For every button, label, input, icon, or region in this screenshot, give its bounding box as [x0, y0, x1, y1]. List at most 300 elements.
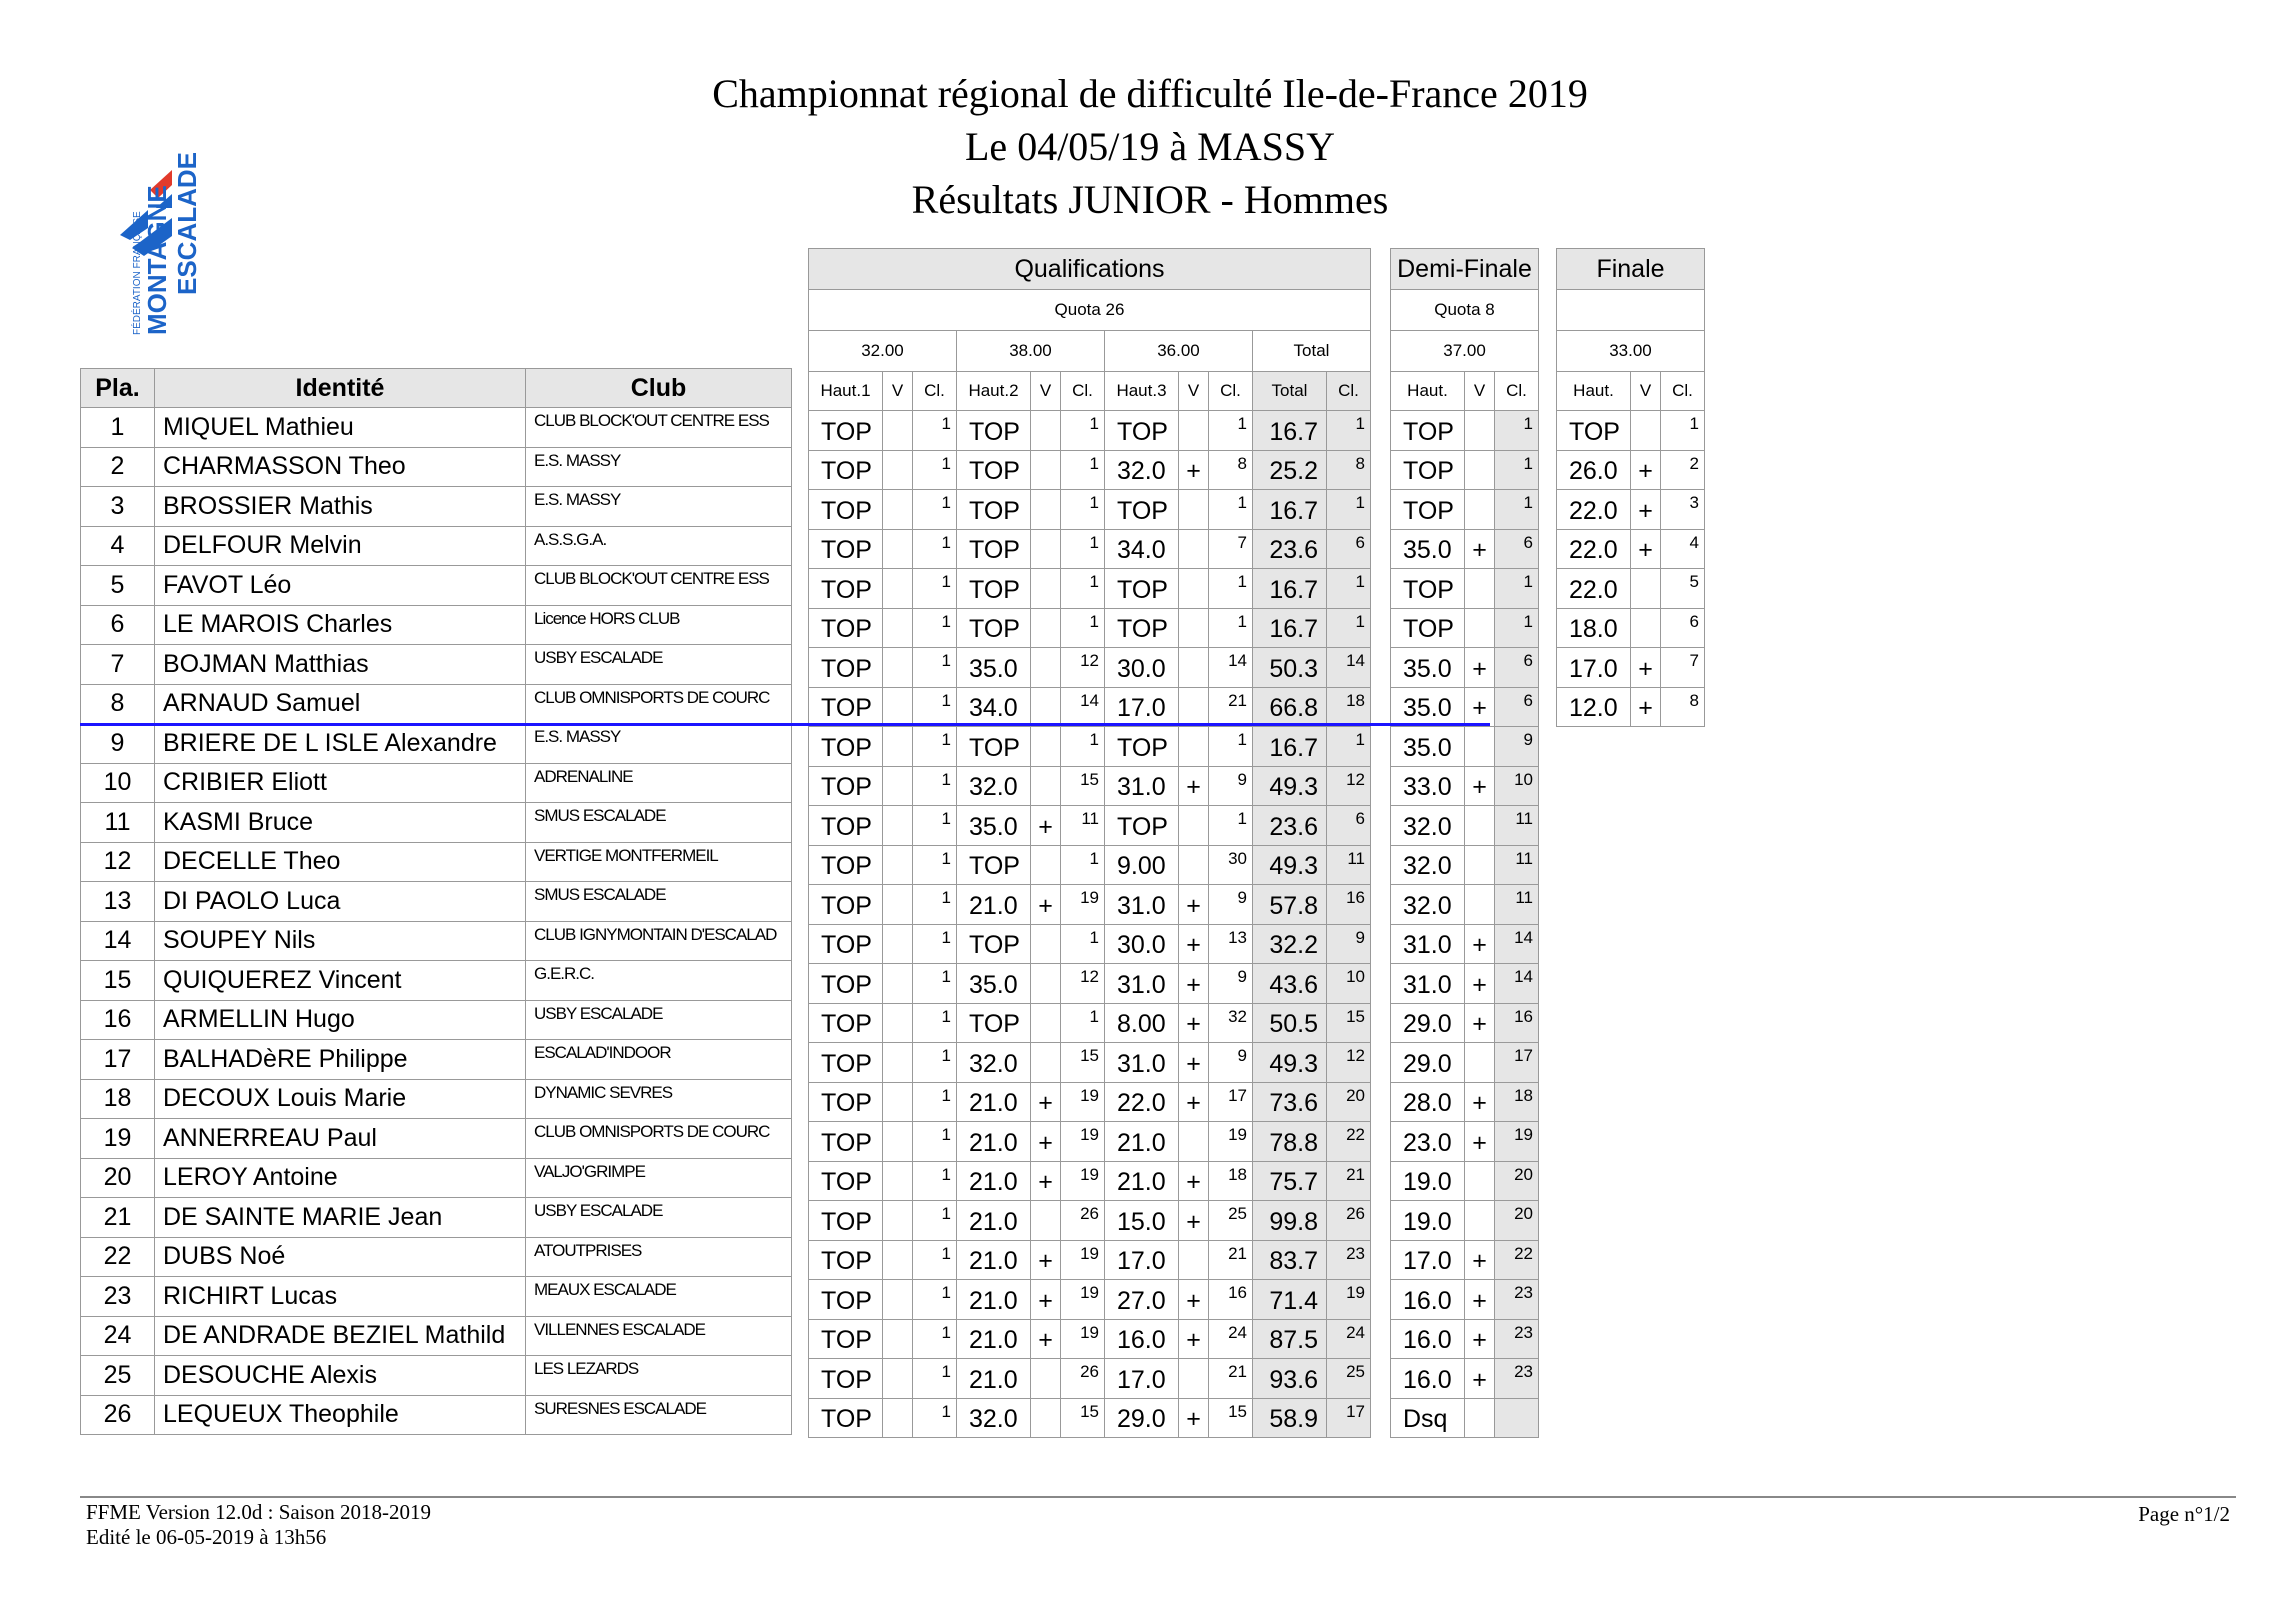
rank-3: 15: [1209, 1398, 1253, 1438]
semi-rank: 20: [1495, 1201, 1539, 1241]
rank-2: 19: [1061, 1161, 1105, 1201]
valid-1: [883, 1003, 913, 1043]
club-name: VILLENNES ESCALADE: [526, 1316, 792, 1356]
final-valid: +: [1631, 529, 1661, 569]
semi-rank: 1: [1495, 569, 1539, 609]
rank-3: 1: [1209, 608, 1253, 648]
rank-1: 1: [913, 727, 957, 767]
height-3: TOP: [1105, 727, 1179, 767]
semi-row: [1391, 529, 1539, 569]
semi-height: TOP: [1391, 569, 1465, 609]
valid-3: +: [1179, 924, 1209, 964]
height-1: TOP: [809, 1359, 883, 1399]
semi-row: [1391, 1240, 1539, 1280]
valid-2: [1031, 845, 1061, 885]
height-3: 34.0: [1105, 529, 1179, 569]
final-height: 22.0: [1557, 569, 1631, 609]
semi-rank: 20: [1495, 1161, 1539, 1201]
valid-1: [883, 885, 913, 925]
rank-1: 1: [913, 490, 957, 530]
qual-total: 66.8: [1253, 687, 1327, 727]
rank-2: 1: [1061, 608, 1105, 648]
height-3: TOP: [1105, 608, 1179, 648]
semi-height: 35.0: [1391, 648, 1465, 688]
qual-total: 71.4: [1253, 1280, 1327, 1320]
club-name: LES LEZARDS: [526, 1356, 792, 1396]
rank-3: 1: [1209, 411, 1253, 451]
place-cell: 20: [81, 1158, 155, 1198]
rank-2: 19: [1061, 1319, 1105, 1359]
rank-3: 32: [1209, 1003, 1253, 1043]
height-2: 21.0: [957, 1240, 1031, 1280]
semi-valid: +: [1465, 1122, 1495, 1162]
valid-3: [1179, 1122, 1209, 1162]
rank-3: 9: [1209, 964, 1253, 1004]
rank-2: 19: [1061, 885, 1105, 925]
table-row: [81, 842, 792, 882]
rank-1: 1: [913, 529, 957, 569]
height-2: TOP: [957, 490, 1031, 530]
qual-total: 16.7: [1253, 727, 1327, 767]
semi-height: 32.0: [1391, 845, 1465, 885]
rank-1: 1: [913, 1280, 957, 1320]
qual-row: [809, 885, 1371, 925]
qual-total: 16.7: [1253, 411, 1327, 451]
athlete-name: DECELLE Theo: [155, 842, 526, 882]
club-name: MEAUX ESCALADE: [526, 1277, 792, 1317]
place-cell: 21: [81, 1198, 155, 1238]
qual-rank: 16: [1327, 885, 1371, 925]
height-2: 21.0: [957, 1122, 1031, 1162]
valid-2: +: [1031, 1161, 1061, 1201]
rank-2: 1: [1061, 845, 1105, 885]
semi-row: [1391, 490, 1539, 530]
athlete-name: ARMELLIN Hugo: [155, 1000, 526, 1040]
semi-valid: +: [1465, 648, 1495, 688]
semi-row: [1391, 1003, 1539, 1043]
rank-3: 21: [1209, 1359, 1253, 1399]
semi-valid: [1465, 450, 1495, 490]
height-2: TOP: [957, 845, 1031, 885]
valid-3: +: [1179, 1003, 1209, 1043]
table-row: [81, 684, 792, 724]
rank-2: 1: [1061, 490, 1105, 530]
final-route-points: 33.00: [1557, 331, 1705, 372]
height-2: 35.0: [957, 648, 1031, 688]
qual-col-header: V: [883, 372, 913, 411]
valid-3: [1179, 529, 1209, 569]
valid-1: [883, 608, 913, 648]
title-line-3: Résultats JUNIOR - Hommes: [911, 177, 1389, 222]
qualifications-table: [808, 248, 1371, 1438]
height-3: 21.0: [1105, 1161, 1179, 1201]
qual-total: 23.6: [1253, 806, 1327, 846]
rank-3: 17: [1209, 1082, 1253, 1122]
athlete-name: RICHIRT Lucas: [155, 1277, 526, 1317]
table-row: [81, 1000, 792, 1040]
athlete-name: DELFOUR Melvin: [155, 526, 526, 566]
rank-1: 1: [913, 766, 957, 806]
semi-valid: [1465, 608, 1495, 648]
qual-rank: 8: [1327, 450, 1371, 490]
final-rank: 5: [1661, 569, 1705, 609]
valid-3: +: [1179, 964, 1209, 1004]
club-name: ESCALAD'INDOOR: [526, 1040, 792, 1080]
table-row: [81, 803, 792, 843]
semi-height: 28.0: [1391, 1082, 1465, 1122]
height-2: TOP: [957, 727, 1031, 767]
final-quota-blank: [1557, 290, 1705, 331]
table-row: [81, 1277, 792, 1317]
table-row: [81, 645, 792, 685]
semi-valid: [1465, 727, 1495, 767]
club-name: USBY ESCALADE: [526, 1000, 792, 1040]
height-1: TOP: [809, 648, 883, 688]
semi-height: 32.0: [1391, 806, 1465, 846]
left-results-table: [80, 368, 792, 1435]
footer-version: FFME Version 12.0d : Saison 2018-2019: [86, 1500, 431, 1524]
athlete-name: DECOUX Louis Marie: [155, 1079, 526, 1119]
place-cell: 17: [81, 1040, 155, 1080]
valid-1: [883, 1319, 913, 1359]
table-row: [81, 1158, 792, 1198]
club-name: CLUB BLOCK'OUT CENTRE ESS: [526, 566, 792, 606]
semi-valid: +: [1465, 1240, 1495, 1280]
qual-rank: 11: [1327, 845, 1371, 885]
height-1: TOP: [809, 608, 883, 648]
qual-col-header: V: [1179, 372, 1209, 411]
club-name: G.E.R.C.: [526, 961, 792, 1001]
place-cell: 19: [81, 1119, 155, 1159]
valid-1: [883, 569, 913, 609]
semi-row: [1391, 1122, 1539, 1162]
rank-2: 26: [1061, 1201, 1105, 1241]
rank-3: 24: [1209, 1319, 1253, 1359]
rank-2: 26: [1061, 1359, 1105, 1399]
valid-1: [883, 1122, 913, 1162]
rank-1: 1: [913, 1319, 957, 1359]
qual-total: 73.6: [1253, 1082, 1327, 1122]
athlete-name: DE ANDRADE BEZIEL Mathild: [155, 1316, 526, 1356]
rank-2: 15: [1061, 1398, 1105, 1438]
club-name: SMUS ESCALADE: [526, 803, 792, 843]
final-row: [1557, 608, 1705, 648]
qual-rank: 1: [1327, 490, 1371, 530]
rank-1: 1: [913, 1043, 957, 1083]
athlete-name: KASMI Bruce: [155, 803, 526, 843]
height-3: 30.0: [1105, 924, 1179, 964]
height-1: TOP: [809, 1161, 883, 1201]
height-1: TOP: [809, 1082, 883, 1122]
rank-2: 19: [1061, 1240, 1105, 1280]
qual-total: 16.7: [1253, 608, 1327, 648]
rank-3: 18: [1209, 1161, 1253, 1201]
height-1: TOP: [809, 885, 883, 925]
club-name: A.S.S.G.A.: [526, 526, 792, 566]
rank-2: 19: [1061, 1122, 1105, 1162]
place-cell: 15: [81, 961, 155, 1001]
place-cell: 8: [81, 684, 155, 724]
final-col-header: Cl.: [1661, 372, 1705, 411]
semi-row: [1391, 687, 1539, 727]
valid-1: [883, 529, 913, 569]
semi-row: [1391, 1201, 1539, 1241]
place-cell: 10: [81, 763, 155, 803]
final-row: [1557, 529, 1705, 569]
final-rank: 1: [1661, 411, 1705, 451]
club-name: SURESNES ESCALADE: [526, 1395, 792, 1435]
semi-height: 35.0: [1391, 687, 1465, 727]
semi-row: [1391, 569, 1539, 609]
qual-row: [809, 687, 1371, 727]
rank-3: 21: [1209, 687, 1253, 727]
qual-col-header: Haut.1: [809, 372, 883, 411]
athlete-name: LEQUEUX Theophile: [155, 1395, 526, 1435]
semi-row: [1391, 1082, 1539, 1122]
semi-row: [1391, 1280, 1539, 1320]
rank-3: 19: [1209, 1122, 1253, 1162]
qual-row: [809, 648, 1371, 688]
qualifications-title: Qualifications: [809, 249, 1371, 290]
semi-valid: +: [1465, 964, 1495, 1004]
final-row: [1557, 450, 1705, 490]
qual-col-header: Cl.: [913, 372, 957, 411]
valid-2: [1031, 608, 1061, 648]
table-row: [81, 566, 792, 606]
height-1: TOP: [809, 490, 883, 530]
semi-rank: 11: [1495, 885, 1539, 925]
semi-height: Dsq: [1391, 1398, 1465, 1438]
semifinal-cutoff-line: [80, 723, 1490, 726]
rank-2: 12: [1061, 964, 1105, 1004]
qual-total: 50.3: [1253, 648, 1327, 688]
final-valid: +: [1631, 490, 1661, 530]
club-name: SMUS ESCALADE: [526, 882, 792, 922]
valid-1: [883, 1359, 913, 1399]
rank-2: 15: [1061, 1043, 1105, 1083]
valid-1: [883, 766, 913, 806]
athlete-name: BALHADèRE Philippe: [155, 1040, 526, 1080]
valid-3: [1179, 411, 1209, 451]
athlete-name: CRIBIER Eliott: [155, 763, 526, 803]
final-rank: 6: [1661, 608, 1705, 648]
valid-2: [1031, 529, 1061, 569]
place-cell: 13: [81, 882, 155, 922]
club-name: CLUB OMNISPORTS DE COURC: [526, 1119, 792, 1159]
semi-row: [1391, 964, 1539, 1004]
col-header-pla: Pla.: [81, 369, 155, 408]
semi-height: 31.0: [1391, 924, 1465, 964]
final-height: 18.0: [1557, 608, 1631, 648]
place-cell: 6: [81, 605, 155, 645]
height-2: 32.0: [957, 1043, 1031, 1083]
qual-row: [809, 1161, 1371, 1201]
semi-valid: +: [1465, 687, 1495, 727]
semi-height: 33.0: [1391, 766, 1465, 806]
semi-rank: 18: [1495, 1082, 1539, 1122]
qual-rank: 14: [1327, 648, 1371, 688]
qual-rank: 25: [1327, 1359, 1371, 1399]
semi-valid: [1465, 490, 1495, 530]
valid-3: [1179, 806, 1209, 846]
col-header-club: Club: [526, 369, 792, 408]
valid-3: +: [1179, 1398, 1209, 1438]
club-name: CLUB OMNISPORTS DE COURC: [526, 684, 792, 724]
valid-2: [1031, 1003, 1061, 1043]
rank-1: 1: [913, 1201, 957, 1241]
club-name: VERTIGE MONTFERMEIL: [526, 842, 792, 882]
rank-2: 1: [1061, 450, 1105, 490]
semi-valid: +: [1465, 1082, 1495, 1122]
semi-row: [1391, 885, 1539, 925]
semi-height: 35.0: [1391, 727, 1465, 767]
semi-rank: 22: [1495, 1240, 1539, 1280]
height-1: TOP: [809, 964, 883, 1004]
semi-row: [1391, 1319, 1539, 1359]
height-2: 21.0: [957, 1359, 1031, 1399]
rank-2: 15: [1061, 766, 1105, 806]
semi-height: TOP: [1391, 490, 1465, 530]
final-row: [1557, 411, 1705, 451]
valid-2: +: [1031, 1240, 1061, 1280]
semi-height: TOP: [1391, 450, 1465, 490]
semifinal-title: Demi-Finale: [1391, 249, 1539, 290]
semi-rank: 11: [1495, 845, 1539, 885]
place-cell: 2: [81, 447, 155, 487]
semi-rank: 16: [1495, 1003, 1539, 1043]
semi-valid: [1465, 569, 1495, 609]
semi-valid: [1465, 1398, 1495, 1438]
height-1: TOP: [809, 806, 883, 846]
table-row: [81, 882, 792, 922]
table-row: [81, 1040, 792, 1080]
table-row: [81, 961, 792, 1001]
semi-height: 16.0: [1391, 1280, 1465, 1320]
qual-col-header: Cl.: [1327, 372, 1371, 411]
rank-2: 1: [1061, 1003, 1105, 1043]
qual-total: 75.7: [1253, 1161, 1327, 1201]
height-2: 32.0: [957, 766, 1031, 806]
valid-3: +: [1179, 1319, 1209, 1359]
club-name: E.S. MASSY: [526, 724, 792, 764]
qual-total: 49.3: [1253, 1043, 1327, 1083]
athlete-name: ARNAUD Samuel: [155, 684, 526, 724]
semi-row: [1391, 450, 1539, 490]
semi-rank: 23: [1495, 1359, 1539, 1399]
place-cell: 26: [81, 1395, 155, 1435]
club-name: ADRENALINE: [526, 763, 792, 803]
qual-row: [809, 1201, 1371, 1241]
club-name: VALJO'GRIMPE: [526, 1158, 792, 1198]
valid-2: [1031, 687, 1061, 727]
qual-row: [809, 1082, 1371, 1122]
qual-row: [809, 1398, 1371, 1438]
table-row: [81, 447, 792, 487]
table-row: [81, 487, 792, 527]
rank-1: 1: [913, 1398, 957, 1438]
rank-1: 1: [913, 1003, 957, 1043]
club-name: CLUB IGNYMONTAIN D'ESCALAD: [526, 921, 792, 961]
final-valid: +: [1631, 450, 1661, 490]
club-name: CLUB BLOCK'OUT CENTRE ESS: [526, 408, 792, 448]
table-row: [81, 1079, 792, 1119]
semi-height: 31.0: [1391, 964, 1465, 1004]
table-row: [81, 605, 792, 645]
height-1: TOP: [809, 411, 883, 451]
valid-2: +: [1031, 1319, 1061, 1359]
height-1: TOP: [809, 924, 883, 964]
height-3: 31.0: [1105, 885, 1179, 925]
semi-valid: +: [1465, 1319, 1495, 1359]
semi-height: 16.0: [1391, 1359, 1465, 1399]
semi-rank: 14: [1495, 964, 1539, 1004]
qual-row: [809, 806, 1371, 846]
table-row: [81, 724, 792, 764]
rank-3: 14: [1209, 648, 1253, 688]
semi-rank: [1495, 1398, 1539, 1438]
place-cell: 7: [81, 645, 155, 685]
qual-row: [809, 1359, 1371, 1399]
final-height: 26.0: [1557, 450, 1631, 490]
table-row: [81, 1316, 792, 1356]
qual-rank: 1: [1327, 727, 1371, 767]
footer-page: Page n°1/2: [2138, 1502, 2230, 1526]
valid-1: [883, 687, 913, 727]
valid-2: [1031, 766, 1061, 806]
semi-rank: 23: [1495, 1319, 1539, 1359]
height-2: TOP: [957, 529, 1031, 569]
height-2: 21.0: [957, 1280, 1031, 1320]
height-3: 16.0: [1105, 1319, 1179, 1359]
rank-1: 1: [913, 1359, 957, 1399]
qual-col-header: Total: [1253, 372, 1327, 411]
valid-2: [1031, 490, 1061, 530]
semifinal-route-points: 37.00: [1391, 331, 1539, 372]
valid-3: [1179, 608, 1209, 648]
height-3: TOP: [1105, 569, 1179, 609]
height-3: 17.0: [1105, 687, 1179, 727]
athlete-name: DE SAINTE MARIE Jean: [155, 1198, 526, 1238]
valid-1: [883, 1201, 913, 1241]
height-3: 29.0: [1105, 1398, 1179, 1438]
qual-rank: 6: [1327, 806, 1371, 846]
rank-3: 13: [1209, 924, 1253, 964]
qual-row: [809, 569, 1371, 609]
athlete-name: BOJMAN Matthias: [155, 645, 526, 685]
table-row: [81, 763, 792, 803]
final-table: [1556, 248, 1705, 727]
semi-valid: +: [1465, 766, 1495, 806]
qual-total: 57.8: [1253, 885, 1327, 925]
route3-points: 36.00: [1105, 331, 1253, 372]
ffme-logo: [110, 40, 210, 340]
qual-total: 99.8: [1253, 1201, 1327, 1241]
semi-rank: 23: [1495, 1280, 1539, 1320]
final-rank: 3: [1661, 490, 1705, 530]
qual-col-header: Cl.: [1209, 372, 1253, 411]
semi-height: TOP: [1391, 411, 1465, 451]
qual-row: [809, 1240, 1371, 1280]
height-3: 27.0: [1105, 1280, 1179, 1320]
height-3: 17.0: [1105, 1240, 1179, 1280]
valid-1: [883, 1043, 913, 1083]
qual-rank: 22: [1327, 1122, 1371, 1162]
qual-total: 32.2: [1253, 924, 1327, 964]
final-row: [1557, 687, 1705, 727]
semi-valid: +: [1465, 529, 1495, 569]
valid-1: [883, 450, 913, 490]
rank-1: 1: [913, 885, 957, 925]
